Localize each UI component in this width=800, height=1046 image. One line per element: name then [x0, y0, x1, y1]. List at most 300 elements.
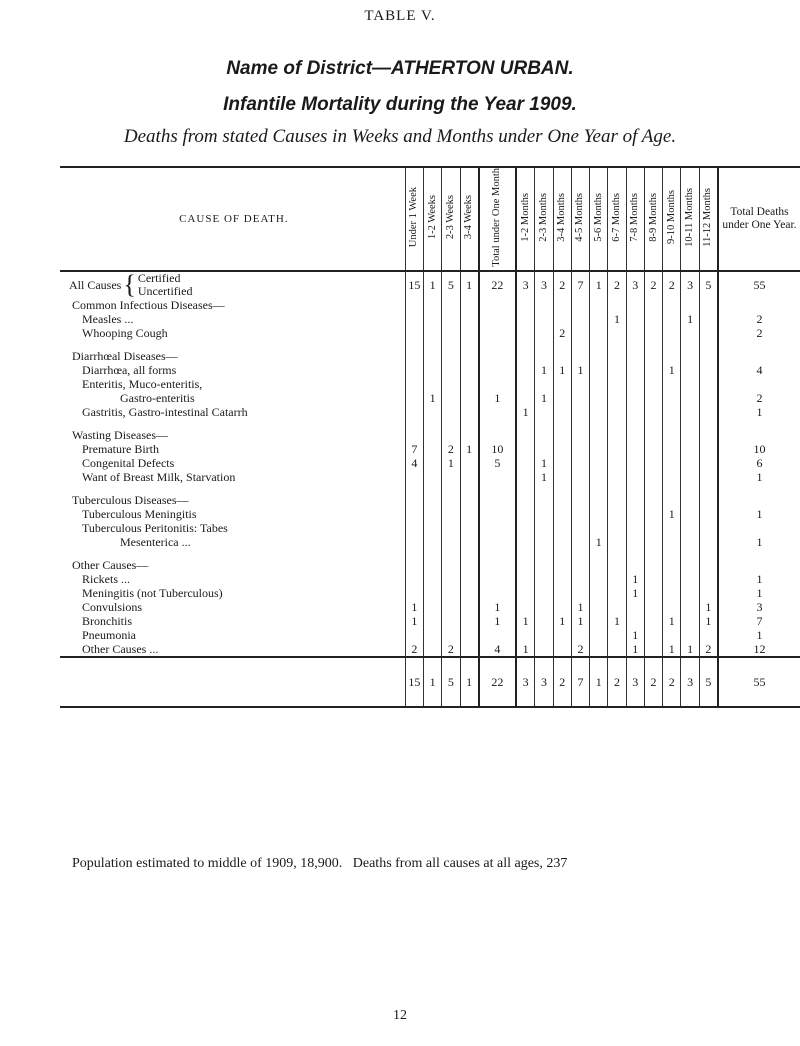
cell: 1: [626, 642, 644, 657]
cell: [644, 470, 662, 484]
cell: 3: [681, 657, 699, 707]
table-row: [60, 405, 800, 419]
cell: 1: [590, 271, 608, 298]
cell: 2: [608, 657, 626, 707]
cell: [626, 312, 644, 326]
cell: [590, 349, 608, 363]
cell: [681, 549, 699, 558]
cell: 1: [479, 391, 516, 405]
cell: [553, 521, 571, 535]
cell: [590, 391, 608, 405]
cell: [516, 521, 535, 535]
cell: [553, 586, 571, 600]
cell: 2: [699, 642, 718, 657]
cell: [608, 456, 626, 470]
cell: [663, 419, 681, 428]
cell: [626, 507, 644, 521]
cause-label: [60, 549, 405, 558]
cell: [699, 340, 718, 349]
total-cell: [718, 349, 800, 363]
cell: [571, 507, 589, 521]
cell: [535, 535, 553, 549]
cell: 1: [699, 614, 718, 628]
cause-label: Gastro-enteritis: [120, 390, 195, 405]
cause-label: Measles ...: [82, 311, 134, 326]
cell: [681, 298, 699, 312]
cell: [424, 405, 442, 419]
cell: [590, 405, 608, 419]
cell: [479, 521, 516, 535]
cell: [460, 419, 479, 428]
cell: [535, 493, 553, 507]
cell: [553, 642, 571, 657]
cell: [644, 614, 662, 628]
cell: [590, 312, 608, 326]
cell: [442, 470, 460, 484]
cell: [424, 600, 442, 614]
cell: [571, 442, 589, 456]
cell: [424, 326, 442, 340]
cell: [535, 484, 553, 493]
cell: [608, 507, 626, 521]
cell: [405, 349, 423, 363]
cell: [424, 298, 442, 312]
cell: [553, 377, 571, 391]
col-header: 11-12 Months: [699, 167, 718, 271]
cell: [516, 456, 535, 470]
cell: [553, 549, 571, 558]
cell: [681, 377, 699, 391]
table-row: [60, 535, 800, 549]
cell: 3: [626, 657, 644, 707]
cause-header: CAUSE OF DEATH.: [60, 167, 405, 271]
cell: [553, 405, 571, 419]
table-row: [60, 521, 800, 535]
cell: [644, 340, 662, 349]
cell: 1: [553, 614, 571, 628]
cell: [699, 484, 718, 493]
cell: [405, 363, 423, 377]
total-cell: [718, 298, 800, 312]
cell: [626, 349, 644, 363]
cell: 1: [626, 572, 644, 586]
cell: [535, 349, 553, 363]
cell: [553, 442, 571, 456]
district-name: Name of District—ATHERTON URBAN.: [226, 58, 574, 79]
cell: 1: [663, 507, 681, 521]
cell: [479, 340, 516, 349]
cell: [405, 535, 423, 549]
cell: [644, 442, 662, 456]
col-header: 1-2 Months: [516, 167, 535, 271]
cell: [644, 363, 662, 377]
cell: [681, 493, 699, 507]
cell: [424, 340, 442, 349]
cause-label: Premature Birth: [82, 441, 159, 456]
cause-label: Meningitis (not Tuberculous): [82, 585, 223, 600]
cell: 1: [663, 642, 681, 657]
cell: 1: [516, 642, 535, 657]
cell: [681, 340, 699, 349]
cell: [516, 363, 535, 377]
cell: [535, 586, 553, 600]
cell: [553, 470, 571, 484]
cell: 3: [516, 657, 535, 707]
cell: [663, 442, 681, 456]
cell: [663, 628, 681, 642]
cell: [535, 340, 553, 349]
cell: [424, 377, 442, 391]
cell: 3: [535, 271, 553, 298]
cell: [442, 298, 460, 312]
cell: [626, 558, 644, 572]
cell: [571, 377, 589, 391]
cell: [516, 628, 535, 642]
cell: [516, 470, 535, 484]
cause-label: Tuberculous Diseases—: [72, 492, 189, 507]
cell: [442, 507, 460, 521]
cell: [460, 558, 479, 572]
cell: [479, 507, 516, 521]
total-cell: 2: [718, 391, 800, 405]
cell: [699, 521, 718, 535]
cell: 5: [479, 456, 516, 470]
cell: [442, 521, 460, 535]
cell: 22: [479, 657, 516, 707]
cause-label: Rickets ...: [82, 571, 130, 586]
cell: [553, 456, 571, 470]
cell: [663, 493, 681, 507]
cell: [535, 572, 553, 586]
cell: [608, 377, 626, 391]
cell: [460, 493, 479, 507]
cell: [590, 586, 608, 600]
cell: 1: [424, 271, 442, 298]
table-row: [60, 326, 800, 340]
cell: [699, 312, 718, 326]
cell: [644, 419, 662, 428]
cell: 1: [663, 363, 681, 377]
cell: [479, 363, 516, 377]
cell: 1: [516, 405, 535, 419]
cell: [699, 507, 718, 521]
cell: [516, 558, 535, 572]
cell: [699, 391, 718, 405]
cell: [479, 535, 516, 549]
table-row: [60, 363, 800, 377]
cell: 1: [608, 312, 626, 326]
cell: [442, 484, 460, 493]
total-cell: 1: [718, 628, 800, 642]
cell: [626, 600, 644, 614]
cell: [424, 419, 442, 428]
spacer-row: [60, 419, 800, 428]
cell: [479, 298, 516, 312]
cell: [479, 419, 516, 428]
cause-label: Convulsions: [82, 599, 143, 614]
brace-glyph: {: [123, 270, 136, 298]
table-row: [60, 442, 800, 456]
cell: 4: [479, 642, 516, 657]
cell: [460, 326, 479, 340]
cell: [460, 298, 479, 312]
cell: [405, 340, 423, 349]
cell: [590, 363, 608, 377]
cell: [644, 298, 662, 312]
cell: [626, 391, 644, 405]
cell: [608, 419, 626, 428]
cell: 1: [442, 456, 460, 470]
cell: [460, 628, 479, 642]
cell: [442, 600, 460, 614]
cell: [535, 428, 553, 442]
cell: [442, 377, 460, 391]
table-row: [60, 391, 800, 405]
cell: [626, 493, 644, 507]
cell: [424, 614, 442, 628]
total-cell: 1: [718, 507, 800, 521]
cell: [590, 326, 608, 340]
col-header: 3-4 Months: [553, 167, 571, 271]
cell: [699, 549, 718, 558]
mortality-table: [60, 166, 800, 708]
cell: [405, 298, 423, 312]
table-row: [60, 614, 800, 628]
spacer-row: [60, 484, 800, 493]
cell: [626, 521, 644, 535]
cell: [553, 558, 571, 572]
cell: [516, 600, 535, 614]
cell: [608, 442, 626, 456]
cell: [626, 484, 644, 493]
cell: 1: [699, 600, 718, 614]
cell: [626, 535, 644, 549]
table-row: [60, 470, 800, 484]
cell: [663, 428, 681, 442]
cell: [663, 484, 681, 493]
uncertified-label: Uncertified: [137, 283, 193, 298]
cell: [663, 377, 681, 391]
cell: [535, 507, 553, 521]
cell: [626, 377, 644, 391]
totals-row: [60, 657, 800, 707]
cell: [424, 493, 442, 507]
cell: [460, 572, 479, 586]
cell: [681, 442, 699, 456]
cell: [608, 549, 626, 558]
cell: [626, 456, 644, 470]
cell: [516, 349, 535, 363]
cell: [460, 363, 479, 377]
cell: [424, 572, 442, 586]
cell: [535, 377, 553, 391]
table-row: [60, 428, 800, 442]
cell: [460, 377, 479, 391]
col-header: 8-9 Months: [644, 167, 662, 271]
cell: [442, 405, 460, 419]
cell: [663, 572, 681, 586]
cell: [644, 326, 662, 340]
total-cell: [718, 558, 800, 572]
cell: [663, 312, 681, 326]
cell: [681, 428, 699, 442]
cell: [699, 349, 718, 363]
table-row: [60, 558, 800, 572]
cell: [644, 493, 662, 507]
cell: [663, 391, 681, 405]
spacer-row: [60, 340, 800, 349]
cell: 2: [608, 271, 626, 298]
cell: [460, 614, 479, 628]
cause-label: Whooping Cough: [82, 325, 168, 340]
cell: [644, 312, 662, 326]
cell: [571, 521, 589, 535]
total-cell: 7: [718, 614, 800, 628]
cell: [699, 456, 718, 470]
cell: [590, 428, 608, 442]
cell: [644, 600, 662, 614]
table-row: [60, 572, 800, 586]
cell: 2: [663, 271, 681, 298]
cell: [681, 614, 699, 628]
cell: [590, 572, 608, 586]
table-row: [60, 377, 800, 391]
population-text: Population estimated to middle of 1909, 18,900.: [72, 856, 343, 871]
deaths-all-ages-text: Deaths from all causes at all ages, 237: [352, 856, 568, 871]
cell: [590, 628, 608, 642]
cell: [516, 298, 535, 312]
cell: [590, 549, 608, 558]
cell: [681, 521, 699, 535]
cell: [571, 456, 589, 470]
total-cell: [718, 340, 800, 349]
cell: [626, 549, 644, 558]
cell: [516, 428, 535, 442]
cell: [442, 391, 460, 405]
cell: [626, 405, 644, 419]
cell: [424, 521, 442, 535]
cell: [681, 405, 699, 419]
cell: [644, 521, 662, 535]
cell: 1: [553, 363, 571, 377]
table-row: [60, 493, 800, 507]
cell: 1: [681, 312, 699, 326]
cell: [681, 470, 699, 484]
cell: [626, 419, 644, 428]
footer-note: [72, 856, 567, 872]
cell: [479, 326, 516, 340]
cell: [405, 628, 423, 642]
col-header: 4-5 Months: [571, 167, 589, 271]
total-cell: [718, 484, 800, 493]
cell: [644, 428, 662, 442]
total-cell: 3: [718, 600, 800, 614]
cell: [608, 600, 626, 614]
total-cell: [718, 549, 800, 558]
cell: 1: [535, 363, 553, 377]
cell: [405, 312, 423, 326]
cell: [535, 312, 553, 326]
cell: 1: [535, 456, 553, 470]
cell: [405, 326, 423, 340]
cell: [590, 470, 608, 484]
cell: [699, 326, 718, 340]
cell: [405, 484, 423, 493]
total-cell: 10: [718, 442, 800, 456]
cell: 2: [442, 642, 460, 657]
cell: [681, 456, 699, 470]
cell: [553, 391, 571, 405]
cell: [571, 586, 589, 600]
cell: [405, 558, 423, 572]
cell: [442, 419, 460, 428]
cell: 4: [405, 456, 423, 470]
cell: 1: [535, 391, 553, 405]
cell: 3: [516, 271, 535, 298]
cell: [663, 298, 681, 312]
cell: 2: [553, 657, 571, 707]
cell: [590, 442, 608, 456]
cell: [553, 484, 571, 493]
cell: [663, 586, 681, 600]
cell: [571, 628, 589, 642]
cell: [681, 558, 699, 572]
table-row: [60, 349, 800, 363]
cell: [442, 349, 460, 363]
cell: [405, 377, 423, 391]
causes-title: Deaths from stated Causes in Weeks and Months under One Year of Age.: [123, 126, 677, 147]
cell: [644, 586, 662, 600]
cell: [460, 484, 479, 493]
cell: [644, 558, 662, 572]
cell: [608, 405, 626, 419]
cell: [608, 340, 626, 349]
cell: [516, 507, 535, 521]
cell: [663, 535, 681, 549]
cell: [608, 493, 626, 507]
cell: [479, 377, 516, 391]
cell: [553, 628, 571, 642]
cell: 7: [571, 271, 589, 298]
cell: [460, 586, 479, 600]
table-row: [60, 507, 800, 521]
cell: [479, 470, 516, 484]
cell: 2: [571, 642, 589, 657]
cell: [590, 456, 608, 470]
cell: [644, 628, 662, 642]
cell: [608, 642, 626, 657]
cell: [516, 484, 535, 493]
cause-label: Tuberculous Meningitis: [82, 506, 197, 521]
cell: [516, 377, 535, 391]
cell: [699, 419, 718, 428]
col-header: Under 1 Week: [405, 167, 423, 271]
cause-label: Other Causes—: [72, 557, 149, 572]
cell: [571, 428, 589, 442]
cell: [571, 326, 589, 340]
cell: [608, 363, 626, 377]
cell: 2: [663, 657, 681, 707]
cell: [424, 484, 442, 493]
cell: 5: [442, 657, 460, 707]
cell: [571, 493, 589, 507]
col-header: 2-3 Weeks: [442, 167, 460, 271]
col-header: 1-2 Weeks: [424, 167, 442, 271]
cell: [460, 428, 479, 442]
cause-label: [60, 419, 405, 428]
cell: [644, 549, 662, 558]
cell: [681, 600, 699, 614]
